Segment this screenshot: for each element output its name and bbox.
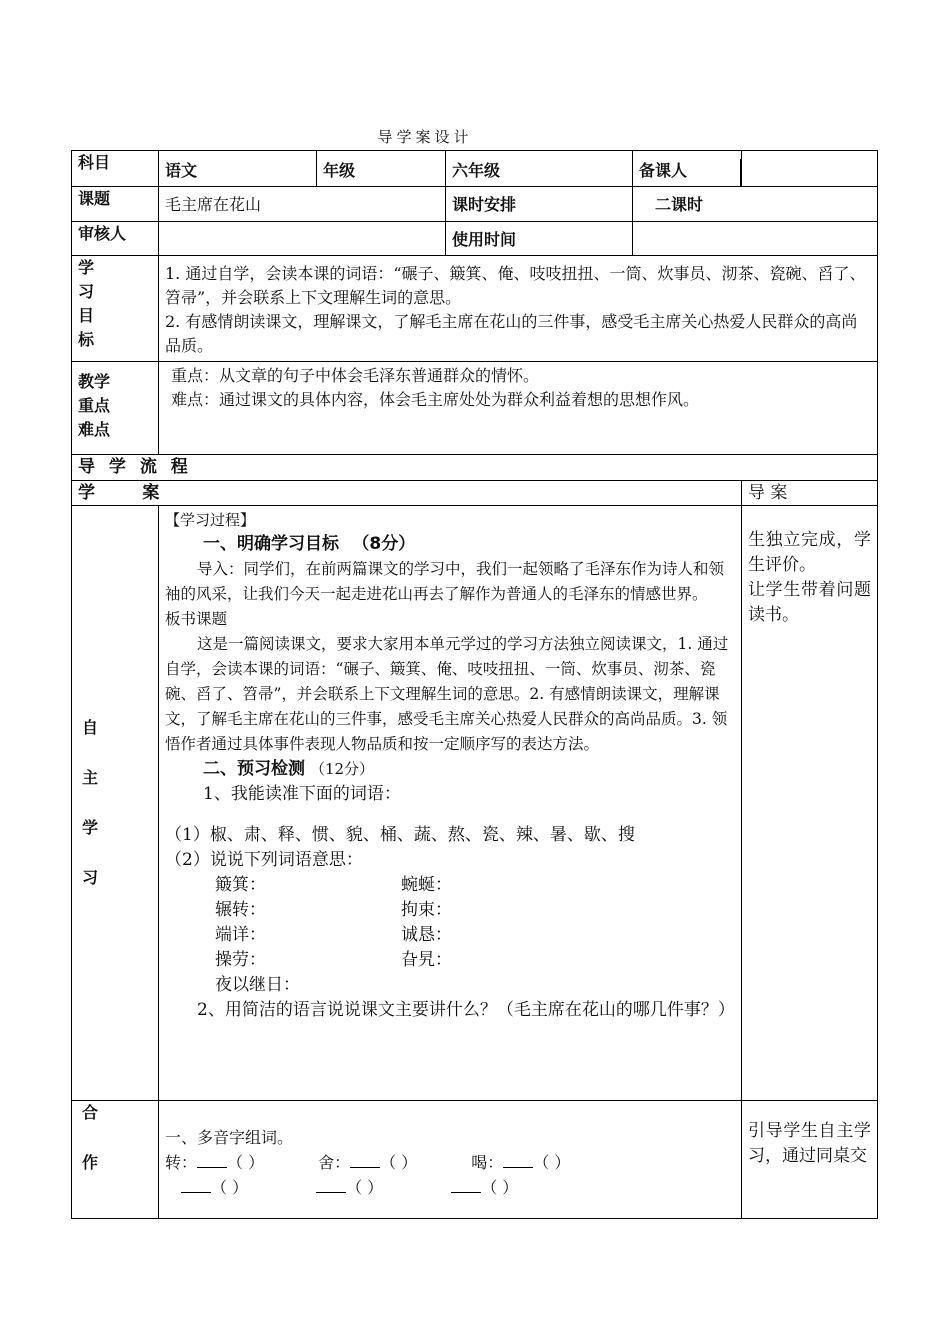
word-pair-3: 端详： 诚恳：: [215, 925, 452, 945]
goals-row: [72, 256, 878, 362]
lesson-plan-table: [71, 150, 878, 1219]
flow-title: 导 学 流 程: [72, 455, 878, 481]
subject-label: 科目: [72, 151, 159, 187]
flow-header-row: [72, 481, 878, 506]
grade-value: 六年级: [446, 151, 633, 187]
document-title: 导学案设计: [377, 128, 473, 146]
topic-value: 毛主席在花山: [159, 187, 446, 222]
usetime-value: [633, 222, 878, 256]
para2-text: 这是一篇阅读课文，要求大家用本单元学过的学习方法独立阅读课文，1. 通过自学，会读本课的词语：“碾子、簸箕、俺、吱吱扭扭、一筒、炊事员、沏茶、瓷碗、舀了、笤帚”，并会联系上下文理解生词的意思。2. 有感情朗读课文，理解课文，了解毛主席在花山的三件事，感受毛主席关心热爱人民群众的高尚品质。3. 领悟作者通过具体事件表现人物品质和按一定顺序写的表达方法。: [165, 635, 729, 753]
goals-label: 学 习 目 标: [72, 256, 159, 362]
coop-row-1: 转： （ ） 舍： （ ） 喝： （ ）: [165, 1153, 571, 1172]
word-pair-1: 簸箕： 蜿蜒：: [215, 875, 452, 895]
coop-guide: 引导学生自主学习，通过同桌交: [742, 1101, 878, 1219]
word-pair-2: 辗转： 拘束：: [215, 900, 452, 920]
process-heading: 【学习过程】: [165, 511, 256, 529]
info-row-2: [72, 187, 878, 222]
dao-an-header: 导 案: [742, 481, 878, 506]
word-pair-4: 操劳： 旮旯：: [215, 950, 452, 970]
q1-text: 1、我能读准下面的词语：: [203, 784, 401, 804]
goal-item-2: 2. 有感情朗读课文，理解课文，了解毛主席在花山的三件事，感受毛主席关心热爱人民群众的高尚品质。: [165, 312, 858, 355]
reviewer-value: [159, 222, 446, 256]
usetime-label: 使用时间: [446, 222, 633, 256]
coop-row-2: （ ） （ ） （ ）: [165, 1175, 735, 1200]
word-last: 夜以继日：: [215, 975, 300, 995]
difficult-point-text: 难点：通过课文的具体内容，体会毛主席处处为群众利益着想的思想作风。: [171, 390, 700, 409]
schedule-label: 课时安排: [446, 187, 633, 222]
section2-title: 二、预习检测: [203, 759, 305, 779]
goal-item-1: 1. 通过自学，会读本课的词语：“碾子、簸箕、俺、吱吱扭扭、一筒、炊事员、沏茶、瓷碗、舀了、笤帚”，并会联系上下文理解生词的意思。: [165, 264, 866, 307]
topic-label: 课题: [72, 187, 159, 222]
schedule-value: 二课时: [633, 187, 878, 222]
reviewer-label: 审核人: [72, 222, 159, 256]
info-row-3: [72, 222, 878, 256]
self-study-row: [72, 506, 878, 1101]
q2-text: 2、用简洁的语言说说课文主要讲什么？（毛主席在花山的哪几件事？）: [197, 1000, 735, 1020]
section2-score: （12分）: [309, 760, 375, 778]
coop-q1: 一、多音字组词。: [165, 1128, 294, 1147]
preparer-value: [742, 151, 878, 187]
coop-row: [72, 1101, 878, 1219]
self-study-label: 自 主 学 习: [72, 506, 159, 1101]
info-row-1: [72, 151, 878, 187]
xue-an-header: 学 案: [72, 481, 742, 506]
guide-text-2: 让学生带着问题读书。: [748, 580, 871, 625]
flow-title-row: [72, 455, 878, 481]
subject-value: 语文: [159, 151, 317, 187]
section1-score: （8分）: [352, 534, 416, 554]
key-points-label: 教学 重点 难点: [72, 362, 159, 455]
q1-sub2: （2）说说下列词语意思：: [165, 850, 363, 870]
key-points-row: [72, 362, 878, 455]
q1-words: （1）椒、肃、释、惯、貌、桶、蔬、熬、瓷、辣、暑、歇、搜: [165, 825, 635, 845]
guide-text: 生独立完成，学生评价。: [748, 530, 871, 575]
board-text: 板书课题: [165, 610, 228, 628]
grade-label: 年级: [317, 151, 446, 187]
intro-text: 导入：同学们，在前两篇课文的学习中，我们一起领略了毛泽东作为诗人和领袖的风采，让我们今天一起走进花山再去了解作为普通人的毛泽东的情感世界。: [165, 560, 725, 603]
key-point-text: 重点：从文章的句子中体会毛泽东普通群众的情怀。: [171, 366, 540, 385]
coop-label: 合 作: [72, 1101, 159, 1219]
section1-title: 一、明确学习目标: [203, 534, 339, 554]
preparer-label: 备课人: [639, 159, 741, 186]
